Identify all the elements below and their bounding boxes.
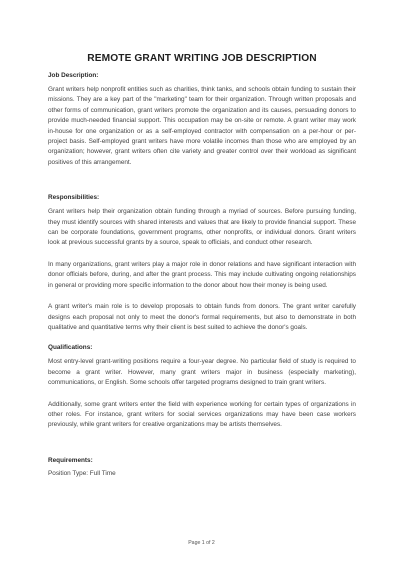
responsibilities-paragraph-2: In many organizations, grant writers play a major role in donor relations and have significant interaction with donor officials before, during, and after the grant process. This may include cultivating ongoing relationships in general or providing more specific information to the donor about how their money is being used.	[48, 260, 356, 289]
section-heading-qualifications: Qualifications:	[48, 344, 93, 352]
job-description-paragraph: Grant writers help nonprofit entities such as charities, think tanks, and schools obtain funding to sustain their missions. They are a key part of the "marketing" team for their organization. Through written proposals and other forms of communication, grant writers promote the organization and its causes, persuading donors to provide much-needed financial support. This occupation may be on-site or remote. A grant writer may work in-house for one organization or as a self-employed contractor with compensation on a per-hour or per-project basis. Self-employed grant writers have more volatile incomes than those who are employed by an organization; however, grant writers often cite variety and greater control over their workload as significant positives of this arrangement.	[48, 86, 356, 166]
page-number: Page 1 of 2	[188, 540, 215, 546]
responsibilities-paragraph-3: A grant writer's main role is to develop proposals to obtain funds from donors. The grant writer carefully designs each proposal not only to meet the donor's formal requirements, but also to demonstrate in both qualitative and quantitative terms why their client is best suited to achieve the donor's goals.	[48, 303, 356, 331]
document-page	[48, 53, 356, 478]
document-title: REMOTE GRANT WRITING JOB DESCRIPTION	[87, 53, 317, 64]
responsibilities-paragraph-1: Grant writers help their organization obtain funding through a myriad of sources. Before pursuing funding, they must identify sources with shared interests and values that are likely to provide financial support. These can be corporate foundations, government programs, other nonprofits, or individual donors. Grant writers look at previous successful grants by a source, speak to officials, and conduct other research.	[48, 208, 356, 247]
qualifications-paragraph-1: Most entry-level grant-writing positions require a four-year degree. No particular field of study is required to become a grant writer. However, many grant writers major in business (especially marketing), communications, or English. Some schools offer targeted programs designed to train grant writers.	[48, 358, 356, 387]
position-type: Position Type: Full Time	[48, 469, 116, 477]
section-heading-job-description: Job Description:	[48, 72, 99, 79]
section-heading-requirements: Requirements:	[48, 456, 93, 464]
section-heading-responsibilities: Responsibilities:	[48, 194, 100, 202]
qualifications-paragraph-2: Additionally, some grant writers enter the field with experience working for certain types of organizations in other roles. For instance, grant writers for social services organizations may have been case workers previously, while grant writers for creative organizations may be artists themselves.	[48, 400, 356, 429]
